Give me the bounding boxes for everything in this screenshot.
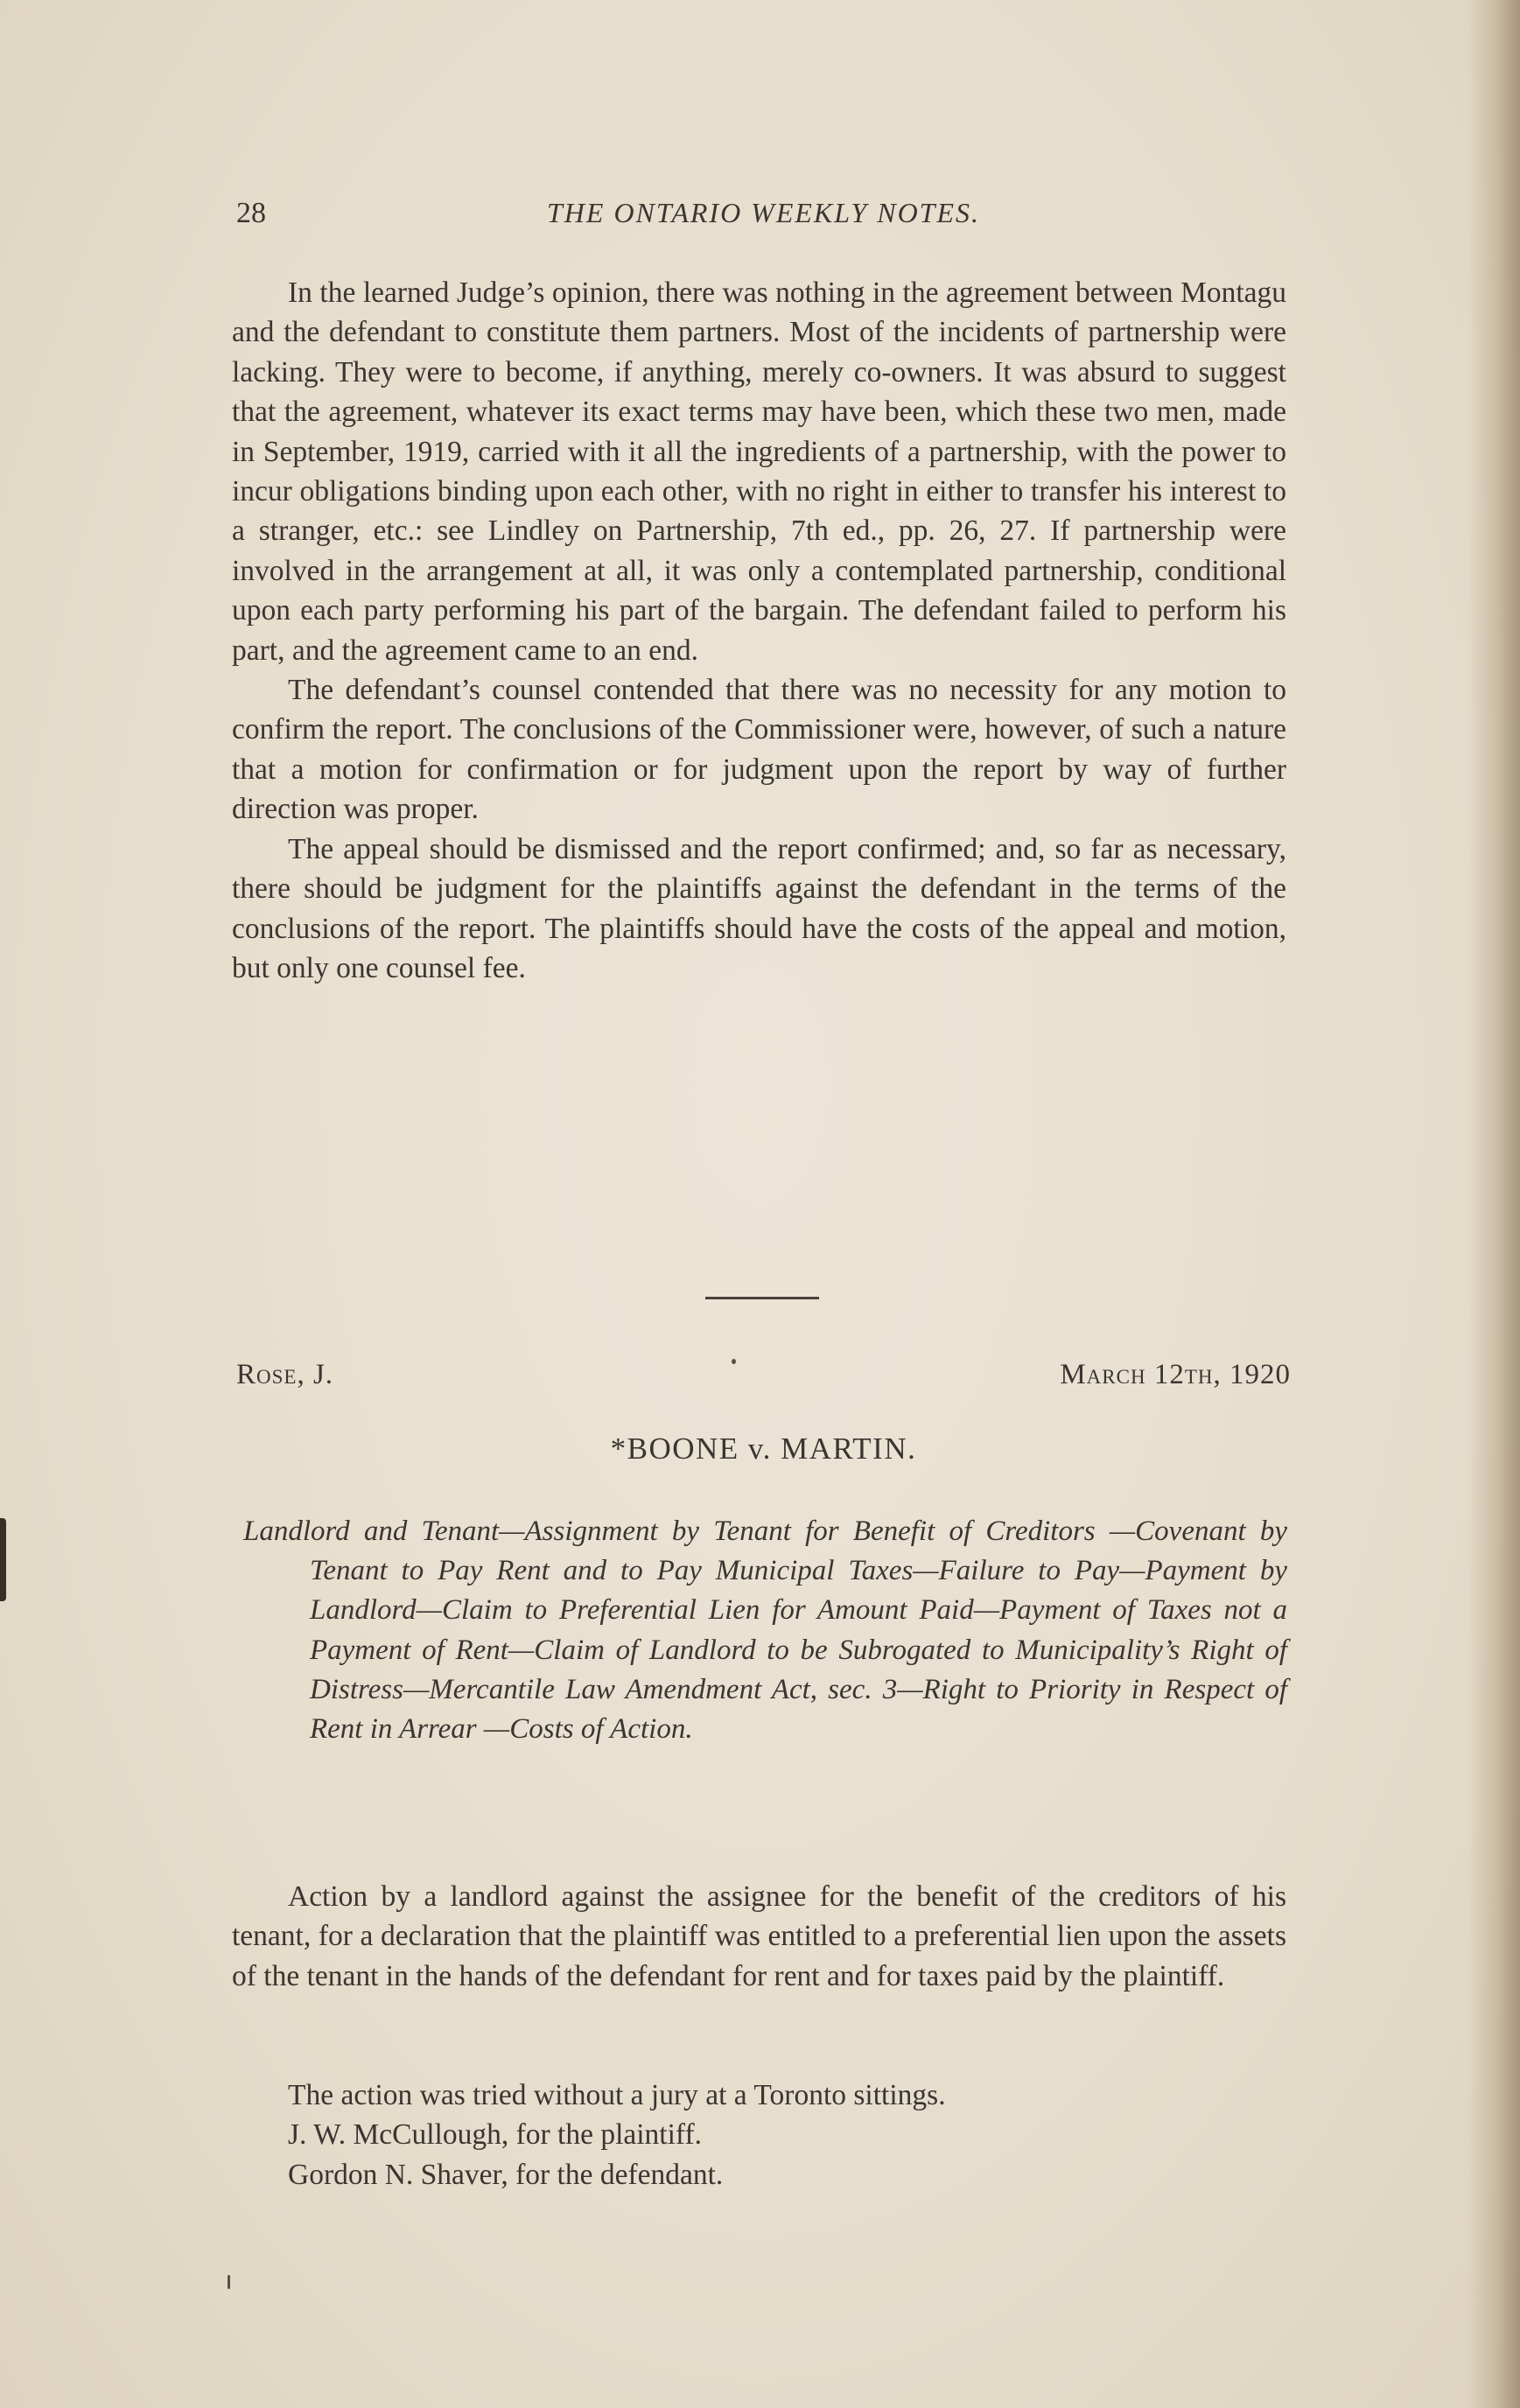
judge-name: Rose, J.: [236, 1359, 334, 1390]
journal-title: THE ONTARIO WEEKLY NOTES.: [546, 197, 981, 228]
counsel-defendant: Gordon N. Shaver, for the defendant.: [288, 2158, 724, 2191]
action-paragraph: Action by a landlord against the assignee for the benefit of the creditors of his tenant, for a declaration that the plaintiff was entitled to a preferential lien upon the assets of the tenant in the hands of the defendant for rent and for taxes paid by the plaintiff.: [232, 1880, 1286, 1992]
running-head: [236, 197, 1291, 239]
trial-details: [232, 2076, 1286, 2194]
action-description: [232, 1877, 1286, 1996]
page-binding-shadow: [1467, 0, 1520, 2408]
margin-mark: [0, 1518, 6, 1601]
judge-date-line: [236, 1359, 1291, 1399]
page-number: 28: [236, 197, 266, 229]
opinion-text: [232, 273, 1286, 988]
case-title: *BOONE v. MARTIN.: [610, 1432, 917, 1466]
counsel-plaintiff: J. W. McCullough, for the plaintiff.: [288, 2118, 703, 2152]
opinion-paragraph: The defendant’s counsel contended that there was no necessity for any motion to confirm the report. The conclusions of the Commissioner were, however, of such a nature that a motion for confirmation or for judgment upon the report by way of further direction was proper.: [232, 674, 1286, 826]
paper-speck: [732, 1359, 736, 1364]
paper-speck: [228, 2275, 230, 2289]
opinion-paragraph: The appeal should be dismissed and the report confirmed; and, so far as necessary, there should be judgment for the plaintiffs against the defendant in the terms of the conclusions of the report. The plaintiffs should have the costs of the appeal and motion, but only one counsel fee.: [232, 832, 1286, 984]
trial-note: The action was tried without a jury at a Toronto sittings.: [288, 2079, 946, 2111]
opinion-paragraph: In the learned Judge’s opinion, there was nothing in the agreement between Montagu and the defendant to constitute them partners. Most of the incidents of partnership were lacking. They were to become, if anything, merely co-owners. It was absurd to suggest that the agreement, whatever its exact terms may have been, which these two men, made in September, 1919, carried with it all the ingredients of a partnership, with the power to incur obligations binding upon each other, with no right in either to transfer his interest to a stranger, etc.: see Lindley on Partnership, 7th ed., pp. 26, 27. If partnership were involved in the arrangement at all, it was only a contemplated partnership, conditional upon each party performing his part of the bargain. The defendant failed to perform his part, and the agreement came to an end.: [232, 276, 1286, 667]
decision-date: March 12th, 1920: [1060, 1359, 1291, 1390]
headnote: Landlord and Tenant—Assignment by Tenant for Benefit of Creditors —Covenant by Tenant to Pay Rent and to Pay Municipal Taxes—Failure to Pay—Payment by Landlord—Claim to Preferential Lien for Amount Paid—Payment of Taxes not a Payment of Rent—Claim of Landlord to be Subrogated to Municipality’s Right of Distress—Mercantile Law Amendment Act, sec. 3—Right to Priority in Respect of Rent in Arrear —Costs of Action.: [243, 1516, 1287, 1746]
section-divider: [705, 1297, 819, 1299]
